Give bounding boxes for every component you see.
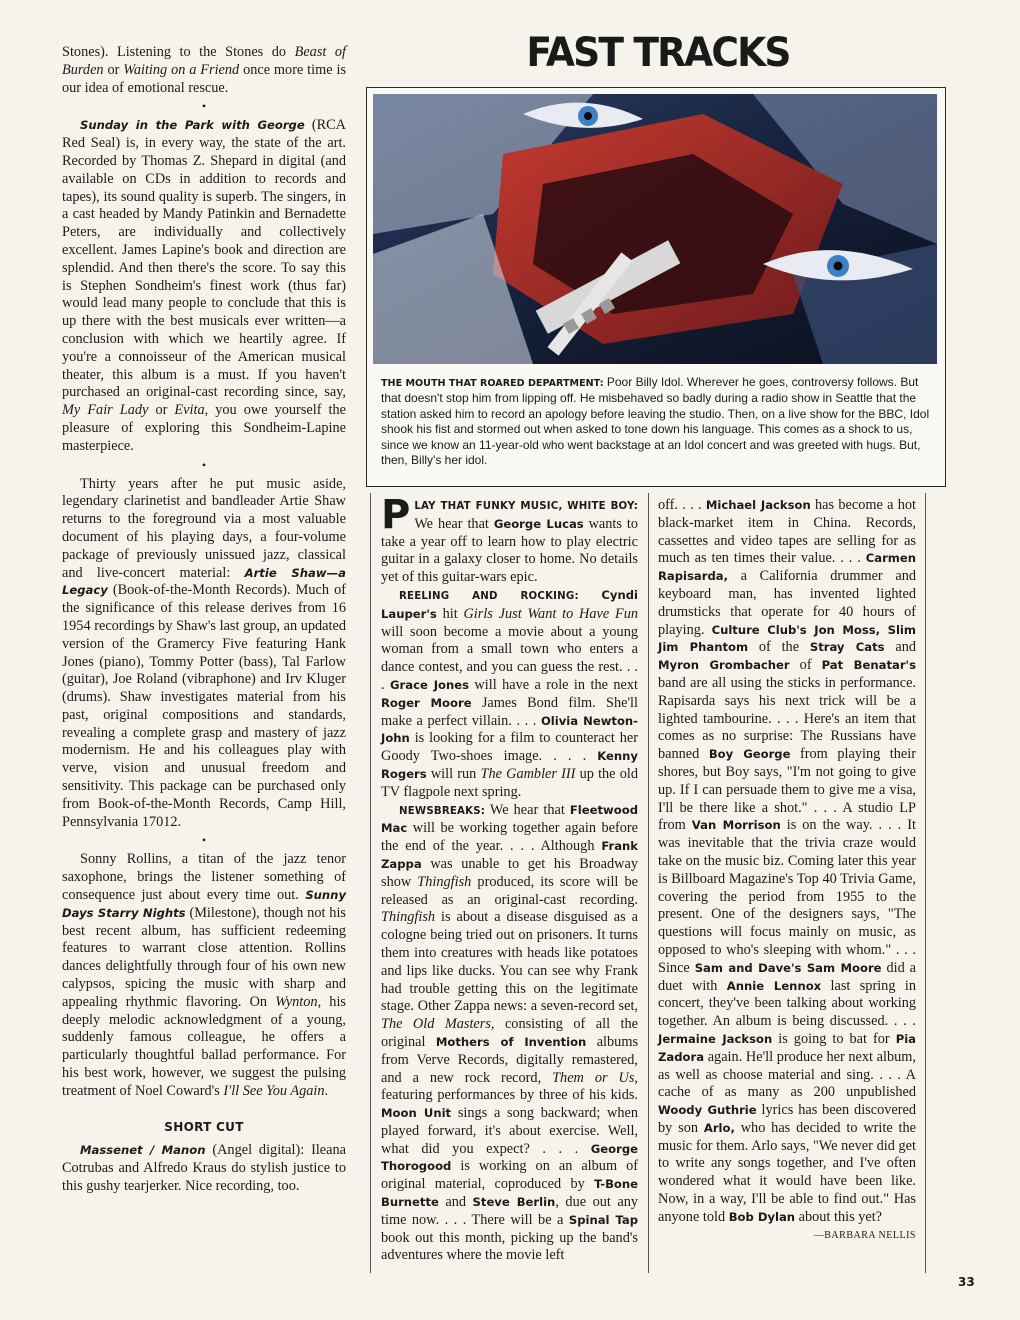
person-name: Jermaine Jackson	[658, 1031, 773, 1046]
middle-column	[381, 492, 639, 1265]
person-name: Carmen Rapisarda,	[658, 551, 916, 584]
billy-idol-illustration	[373, 94, 937, 364]
text-run: band are all using the sticks in performance. Rapisarda says his next trick will be a lighted tambourine. . . . Here's an item that comes as no surprise: The Russians have banned	[658, 674, 916, 763]
text-run: will soon become a movie about a young woman from a small town who enters a dance contest, and you can guess the rest. . . .	[381, 623, 638, 693]
song-title: I'll See You Again	[223, 1082, 325, 1099]
text-run: book out this month, picking up the band's adventures where the movie left	[381, 1229, 638, 1264]
text-run: has become a hot black-market item in China. Records, cassettes and video tapes are selling for as much as ten times their value. . . .	[658, 497, 916, 567]
text-run: We hear that	[485, 801, 570, 818]
column-rule-middle	[648, 493, 649, 1273]
show-title: Thingfish	[381, 909, 436, 926]
person-name: Bob Dylan	[728, 1209, 796, 1224]
text-run: (Angel digital): Ileana Cotrubas and Alfredo Kraus do stylish justice to this gushy tearjerker. Nice recording, too.	[62, 1142, 346, 1195]
text-run: hit	[436, 605, 464, 622]
text-run: about this yet?	[795, 1208, 883, 1225]
text-run: last spring in concert, they've been talking about working together. An album is being discussed. . . .	[658, 977, 916, 1030]
text-run: will run	[426, 765, 481, 782]
show-title: The Gambler III	[480, 765, 576, 782]
show-title: Thingfish	[417, 873, 472, 890]
song-title: Beast of Burden	[62, 44, 346, 78]
item-newsbreaks	[381, 802, 638, 1266]
item-funky-music	[381, 492, 639, 587]
text-run: lyrics has been discovered by son	[658, 1102, 916, 1136]
section-bullet: •	[201, 99, 207, 114]
caption-label: THE MOUTH THAT ROARED DEPARTMENT:	[381, 378, 604, 389]
paragraph-artie-shaw	[62, 476, 346, 832]
person-name: Woody Guthrie	[658, 1103, 757, 1118]
person-name: Myron Grombacher	[658, 658, 790, 673]
section-label: NEWSBREAKS:	[399, 805, 486, 817]
person-name: Annie Lennox	[726, 978, 822, 993]
person-name: George Lucas	[493, 516, 584, 531]
text-run: will be working together again before the end of the year. . . . Although	[381, 820, 638, 855]
section-label: LAY THAT FUNKY MUSIC, WHITE BOY:	[414, 501, 638, 512]
text-run: We hear that	[414, 515, 494, 532]
text-run: Thirty years after he put music aside, legendary clarinetist and bandleader Artie Shaw returns to the foreground via a most valuable document of his playing days, a four-volume package of previously unissued jazz, classical and live-concert material:	[62, 475, 346, 581]
text-run: and	[438, 1194, 473, 1211]
person-name: Stray Cats	[809, 640, 885, 655]
text-run: Stones). Listening to the Stones do	[62, 44, 295, 60]
person-name: Steve Berlin	[472, 1195, 556, 1210]
caption-text: Poor Billy Idol. Wherever he goes, controversy follows. But that doesn't stop him from lipping off. He misbehaved so badly during a radio show in Seattle that the station asked him to record an apology before leaving the studio. Then, on a live show for the BBC, Idol shook his fist and stormed out when asked to tone down his language. This comes as a shock to us, since we know an 11-year-old who went backstage at an Idol concert and was greeted with hugs. But, then, Billy's her idol.	[381, 375, 930, 468]
text-run: again. He'll produce her next album, as well as choose material and sing. . . . A cache of as many as 200 unpublished	[658, 1048, 916, 1101]
paragraph-stones	[62, 44, 346, 97]
text-run: , his deeply melodic acknowledgment of a young, suddenly famous colleague, he offers a particularly thoughtful ballad performance. For his best work, however, we suggest the pulsing treatment of Noel Coward's	[62, 993, 346, 1099]
page-headline: FAST TRACKS	[526, 30, 790, 76]
show-title: My Fair Lady	[62, 402, 149, 419]
person-name: Mothers of Invention	[435, 1034, 587, 1049]
album-title: Wynton	[275, 993, 318, 1010]
person-name: Cyndi Lauper's	[381, 587, 639, 621]
person-name: Culture Club's Jon Moss, Slim Jim Phantom	[658, 622, 916, 655]
person-name: Fleetwood Mac	[381, 802, 638, 836]
item-reeling-and-rocking	[381, 587, 638, 802]
paragraph-massenet	[62, 1142, 346, 1195]
text-run: is looking for a film to counteract her Goody Two-shoes image. . . .	[381, 730, 638, 765]
text-run: of the	[748, 639, 810, 656]
text-run: produced, its score will be released as an original-cast recording.	[381, 873, 638, 908]
text-run: wants to take a year off to learn how to play electric guitar in a galaxy closer to home. No details yet of this guitar-wars epic.	[381, 515, 639, 586]
show-title: Evita	[174, 402, 205, 419]
section-label: REELING AND ROCKING:	[399, 590, 579, 602]
person-name: Moon Unit	[381, 1106, 452, 1121]
person-name: Arlo,	[703, 1120, 735, 1135]
album-name: Sunday in the Park with George	[80, 118, 305, 133]
person-name: George Thorogood	[381, 1141, 638, 1174]
right-column	[658, 497, 916, 1244]
person-name: Boy George	[708, 747, 791, 762]
text-run: (Book-of-the-Month Records). Much of the significance of this release derives from 16 1954 recordings by Shaw's last group, an updated version of the Gramercy Five featuring Hank Jones (piano), Tommy Potter (bass), Tal Farlow (guitar), Joe Roland (vibraphone) and Irv Kluger (drums). Shaw investigates material from his past, original compositions and standards, revealing a complete grasp and mastery of jazz modernism. He and his colleagues play with verve, vision and unusual freedom and sensitivity. This package can be purchased only from Book-of-the-Month Records, Camp Hill, Pennsylvania 17012.	[62, 582, 346, 830]
text-run: is on the way. . . . It was inevitable that the trivia craze would take on the music biz. Coming later this year is Billboard Magazine's Top 40 Trivia Game, covering the period from 1955 to the present. One of the designers says, "The questions will focus mainly on music, as opposed to who's sleeping with whom." . . . Since	[658, 817, 916, 976]
paragraph-sunday-in-the-park	[62, 117, 346, 455]
person-name: Spinal Tap	[568, 1212, 638, 1227]
text-run: is going to bat for	[772, 1030, 896, 1047]
text-run: albums from Verve Records, digitally remastered, and a new rock record,	[381, 1033, 639, 1086]
text-run: or	[103, 61, 124, 78]
column-rule-left	[370, 493, 371, 1273]
author-signature: —BARBARA NELLIS	[813, 1229, 916, 1241]
text-run: (Milestone), though not his best recent album, has sufficient redeeming features to warrant close attention. Rollins dances delightfully through four of his own new calypsos, spicing the music with sharp and appealing rhythmic flavoring. On	[62, 904, 346, 1010]
text-run: is about a disease disguised as a cologne being tried out on prisoners. It turns them into creatures with heads like potatoes and lips like ducks. You can see why Frank had trouble getting this on the legitimate stage. Other Zappa news: a seven-record set,	[381, 909, 638, 1015]
text-run: once more time is our idea of emotional rescue.	[62, 61, 347, 96]
short-cut-heading: SHORT CUT	[164, 1119, 244, 1134]
text-run: was unable to get his Broadway show	[381, 855, 638, 890]
text-run: , you owe yourself the pleasure of exploring this Sondheim-Lapine masterpiece.	[62, 402, 346, 454]
person-name: Kenny Rogers	[381, 749, 638, 781]
item-continued	[658, 497, 917, 1241]
person-name: Grace Jones	[390, 677, 469, 692]
photo-caption	[381, 375, 933, 468]
person-name: Frank Zappa	[381, 839, 638, 871]
song-title: Waiting on a Friend	[123, 61, 240, 78]
column-rule-right	[925, 493, 926, 1273]
album-name: Sunny Days Starry Nights	[62, 888, 346, 920]
text-run: , due out any time now. . . . There will be a	[381, 1194, 638, 1228]
page-number: 33	[958, 1275, 975, 1289]
text-run: of	[789, 657, 822, 674]
paragraph-sonny-rollins	[62, 851, 346, 1100]
person-name: Roger Moore	[381, 695, 472, 710]
song-title: Girls Just Want to Have Fun	[463, 605, 638, 622]
text-run: James Bond film. She'll make a perfect villain. . . .	[381, 694, 638, 729]
left-column	[62, 44, 346, 1196]
text-run: a California drummer and keyboard man, has invented lighted drumsticks that operate for 40 hours of playing.	[658, 568, 916, 638]
person-name: Van Morrison	[691, 818, 781, 833]
text-run: (RCA Red Seal) is, in every way, the state of the art. Recorded by Thomas Z. Shepard in digital (and available on CDs in addition to records and tapes), its sound quality is superb. The singers, in a cast headed by Mandy Patinkin and Bernadette Peters, are individually and collectively excellent. James Lapine's book and direction are splendid. And then there's the score. To say this is Stephen Sondheim's finest work (thus far) would lead many people to conclude that this is up there with the best musicals ever written—a conclusion with which we heartily agree. If you're a connoisseur of the American musical theater, this album is a must. If you haven't purchased an original-cast recording since, say,	[62, 117, 347, 401]
album-title: The Old Masters	[381, 1016, 491, 1033]
text-run: is working on an album of original material, coproduced by	[381, 1158, 638, 1193]
person-name: Pia Zadora	[658, 1031, 916, 1064]
text-run: up the old TV flagpole next spring.	[381, 765, 638, 800]
album-name: Massenet / Manon	[80, 1143, 206, 1158]
illustration-graphic	[373, 94, 937, 364]
person-name: Olivia Newton-John	[381, 713, 638, 746]
person-name: Pat Benatar's	[821, 658, 916, 673]
person-name: Sam and Dave's Sam Moore	[694, 960, 882, 975]
album-name: Artie Shaw—a Legacy	[62, 565, 346, 598]
text-run: from playing their shores, but Boy says, "I'm not going to give up. If I can persuade them to give me a visa, I'll be there like a shot." . . . A studio LP from	[658, 746, 916, 834]
person-name: Michael Jackson	[705, 498, 811, 512]
text-run: .	[324, 1082, 329, 1099]
text-run: Sonny Rollins, a titan of the jazz tenor saxophone, brings the listener something of consequence just about every time out.	[62, 851, 346, 904]
text-run: sings a song backward; when played forward, it's about exercise. Well, what did you expect? . . .	[381, 1105, 638, 1157]
section-bullet: •	[201, 833, 207, 848]
person-name: T-Bone Burnette	[381, 1177, 638, 1210]
photo-box	[366, 87, 946, 487]
text-run: who has decided to write the music for them. Arlo says, "We never did get to write any songs together, and I've often wondered what it would have been like. Now, in a way, I'll be able to find out." Has anyone told	[658, 1119, 917, 1225]
text-run: , featuring performances by three of his kids.	[381, 1069, 638, 1104]
drop-cap: P	[381, 492, 411, 538]
text-run: off. . . .	[658, 497, 706, 513]
text-run: will have a role in the next	[469, 676, 638, 693]
text-run: did a duet with	[658, 959, 917, 994]
album-title: Them or Us	[552, 1069, 635, 1086]
text-run: and	[884, 639, 916, 656]
text-run: , consisting of all the original	[381, 1016, 638, 1050]
section-bullet: •	[201, 457, 207, 472]
text-run: or	[148, 402, 175, 419]
